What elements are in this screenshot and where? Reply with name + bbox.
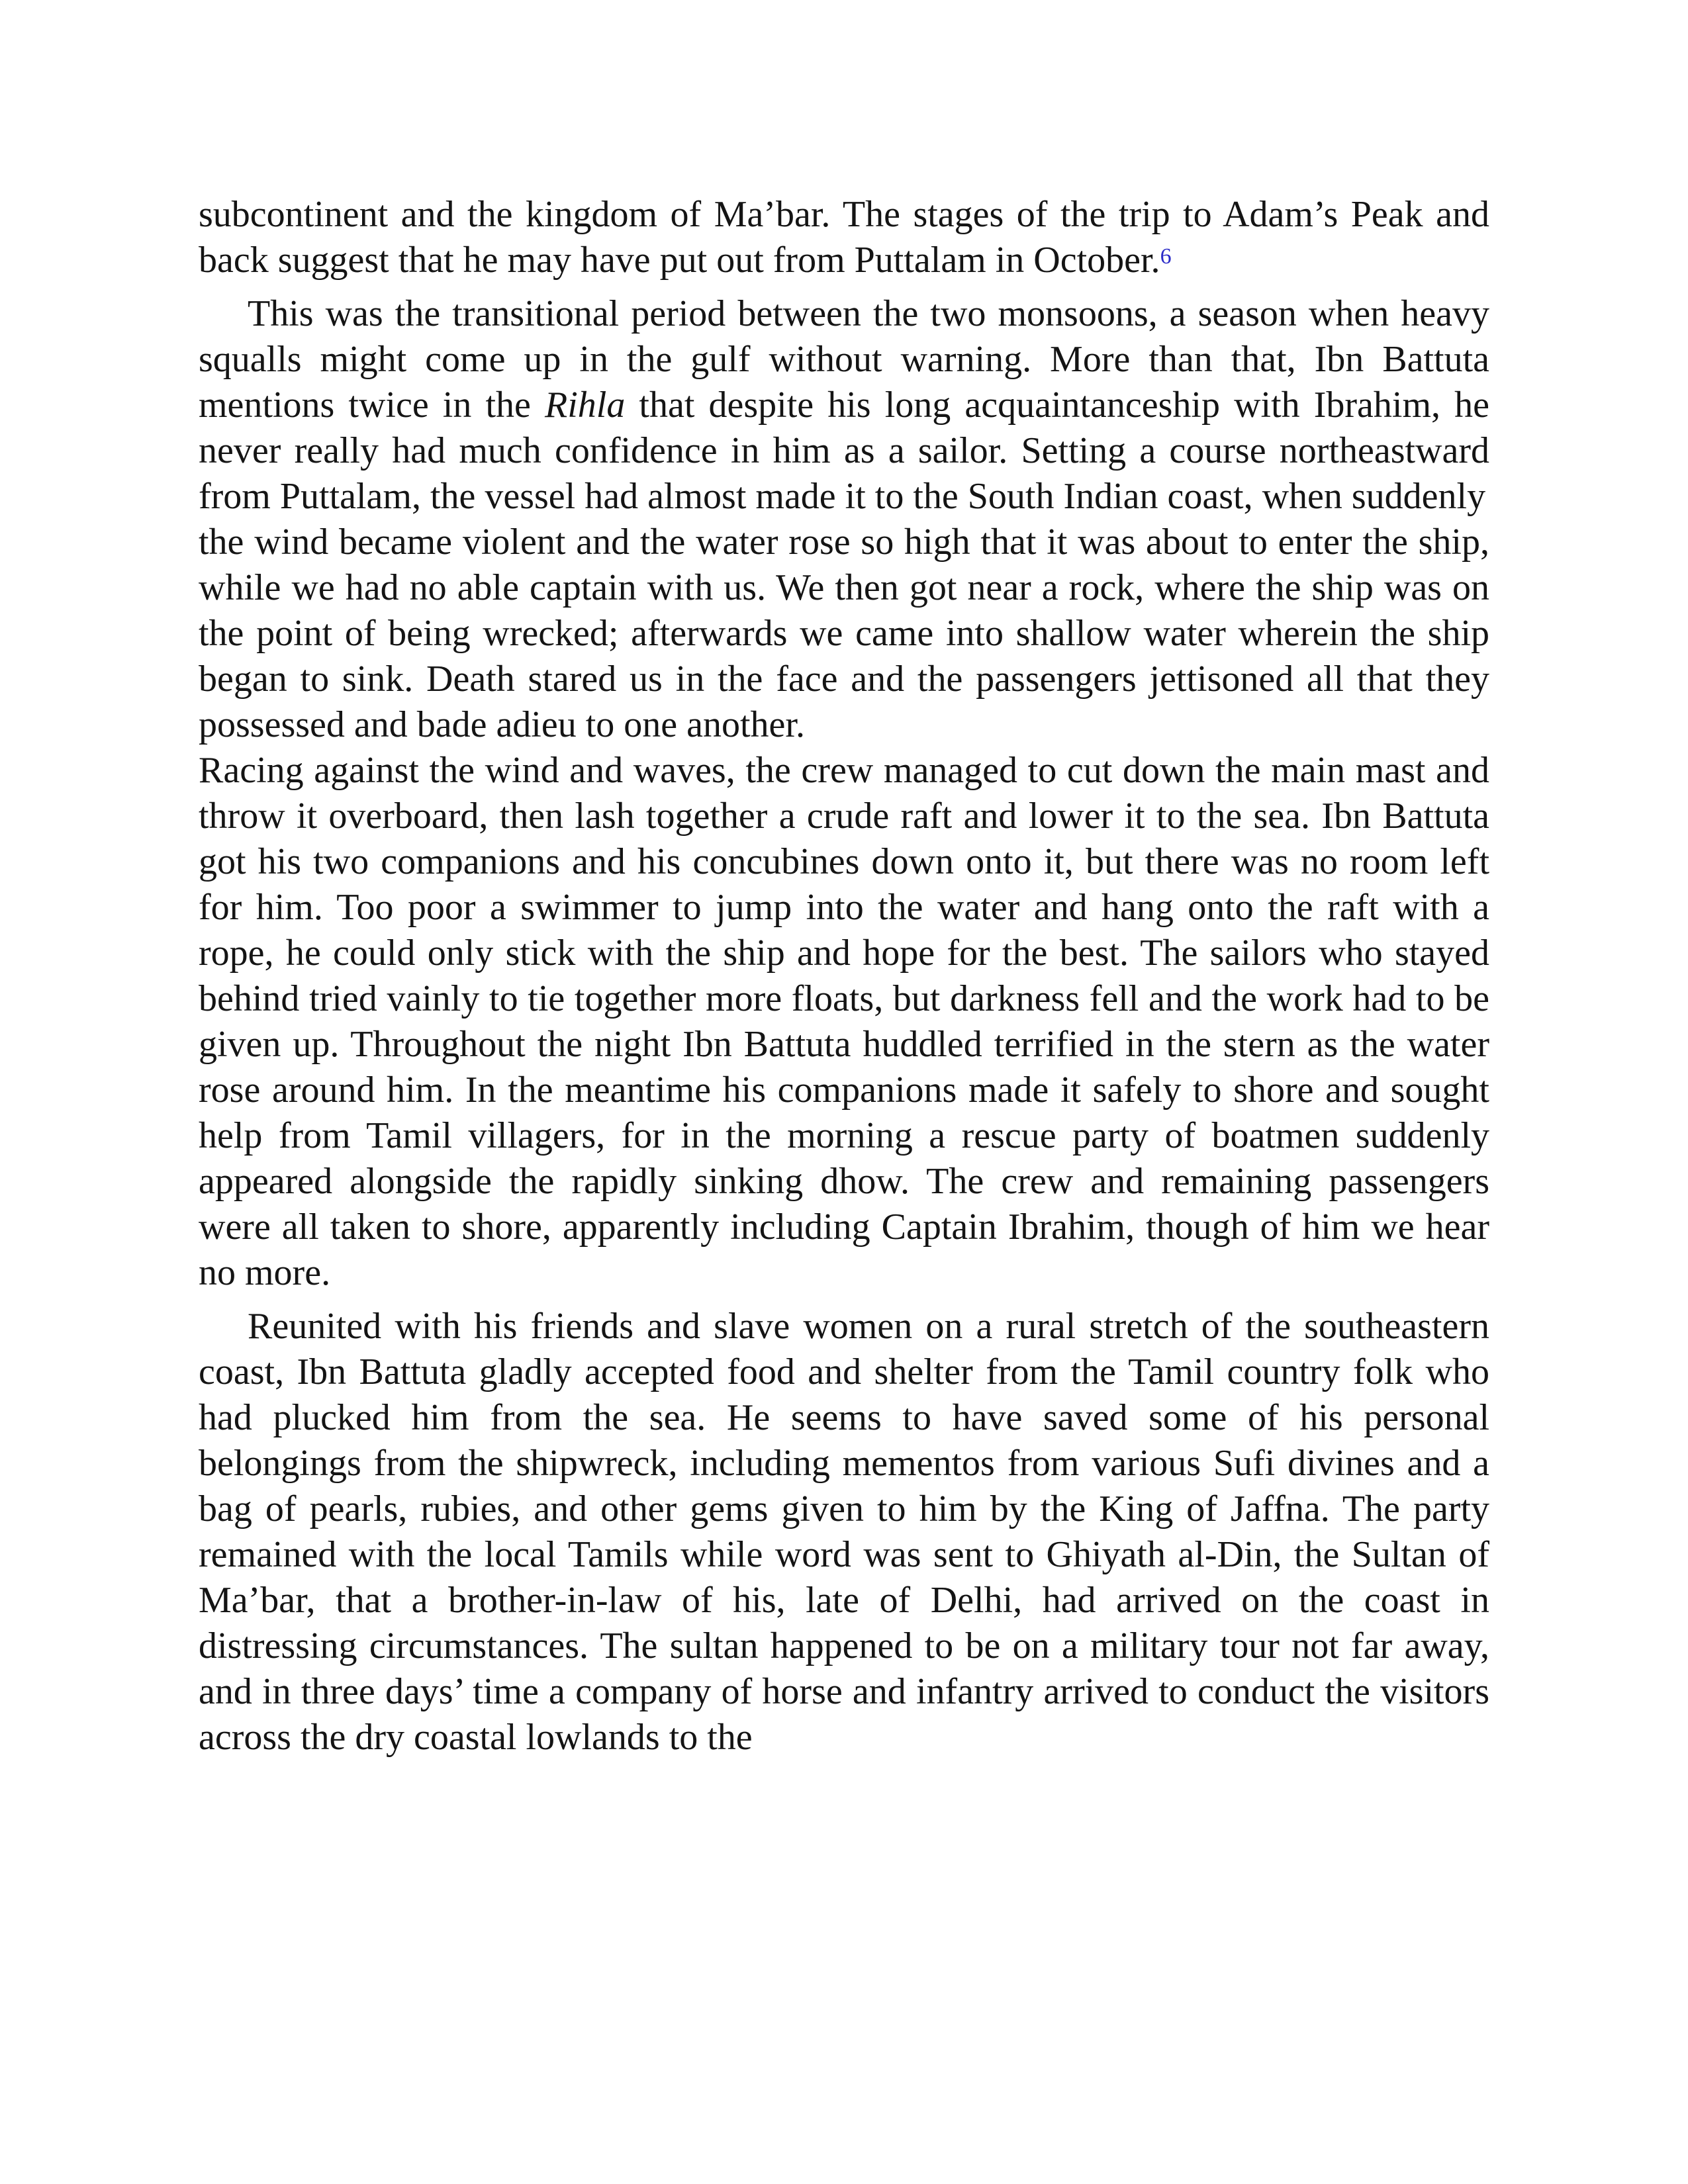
book-title-italic: Rihla (545, 385, 626, 426)
paragraph-2-text-before: This was the transitional period between the two monsoons, a season when heavy squalls might come up in the gulf without warning. More than that, Ibn Battuta mentions twice in the (199, 293, 1489, 426)
paragraph-1 (199, 192, 1489, 283)
paragraph-2 (199, 291, 1489, 520)
paragraph-1-text: subcontinent and the kingdom of Ma’bar. The stages of the trip to Adam’s Peak and back suggest that he may have put out from Puttalam in October. (199, 194, 1489, 281)
page-body (199, 192, 1489, 1760)
paragraph-2-text-after: that despite his long acquaintanceship with Ibrahim, he never really had much confidence in him as a sailor. Setting a course northeastward from Puttalam, the vessel had almost made it to the South Indian coast, when suddenly (199, 385, 1489, 517)
paragraph-4: Reunited with his friends and slave women on a rural stretch of the southeastern coast, Ibn Battuta gladly accepted food and shelter from the Tamil country folk who had plucked him from the sea. He seems to have saved some of his personal belongings from the shipwreck, including mementos from various Sufi divines and a bag of pearls, rubies, and other gems given to him by the King of Jaffna. The party remained with the local Tamils while word was sent to Ghiyath al-Din, the Sultan of Ma’bar, that a brother-in-law of his, late of Delhi, had arrived on the coast in distressing circumstances. The sultan happened to be on a military tour not far away, and in three days’ time a company of horse and infantry arrived to conduct the visitors across the dry coastal lowlands to the (199, 1306, 1489, 1758)
footnote-link[interactable]: 6 (1160, 244, 1172, 269)
paragraph-3: Racing against the wind and waves, the crew managed to cut down the main mast and throw it overboard, then lash together a crude raft and lower it to the sea. Ibn Battuta got his two companions and his concubines down onto it, but there was no room left for him. Too poor a swimmer to jump into the water and hang onto the raft with a rope, he could only stick with the ship and hope for the best. The sailors who stayed behind tried vainly to tie together more floats, but darkness fell and the work had to be given up. Throughout the night Ibn Battuta huddled terrified in the stern as the water rose around him. In the meantime his companions made it safely to shore and sought help from Tamil villagers, for in the morning a rescue party of boatmen suddenly appeared alongside the rapidly sinking dhow. The crew and remaining passengers were all taken to shore, apparently including Captain Ibrahim, though of him we hear no more. (199, 750, 1489, 1293)
block-quote: the wind became violent and the water rose so high that it was about to enter the ship, while we had no able captain with us. We then got near a rock, where the ship was on the point of being wrecked; afterwards we came into shallow water wherein the ship began to sink. Death stared us in the face and the passengers jettisoned all that they possessed and bade adieu to one another. (199, 522, 1489, 745)
